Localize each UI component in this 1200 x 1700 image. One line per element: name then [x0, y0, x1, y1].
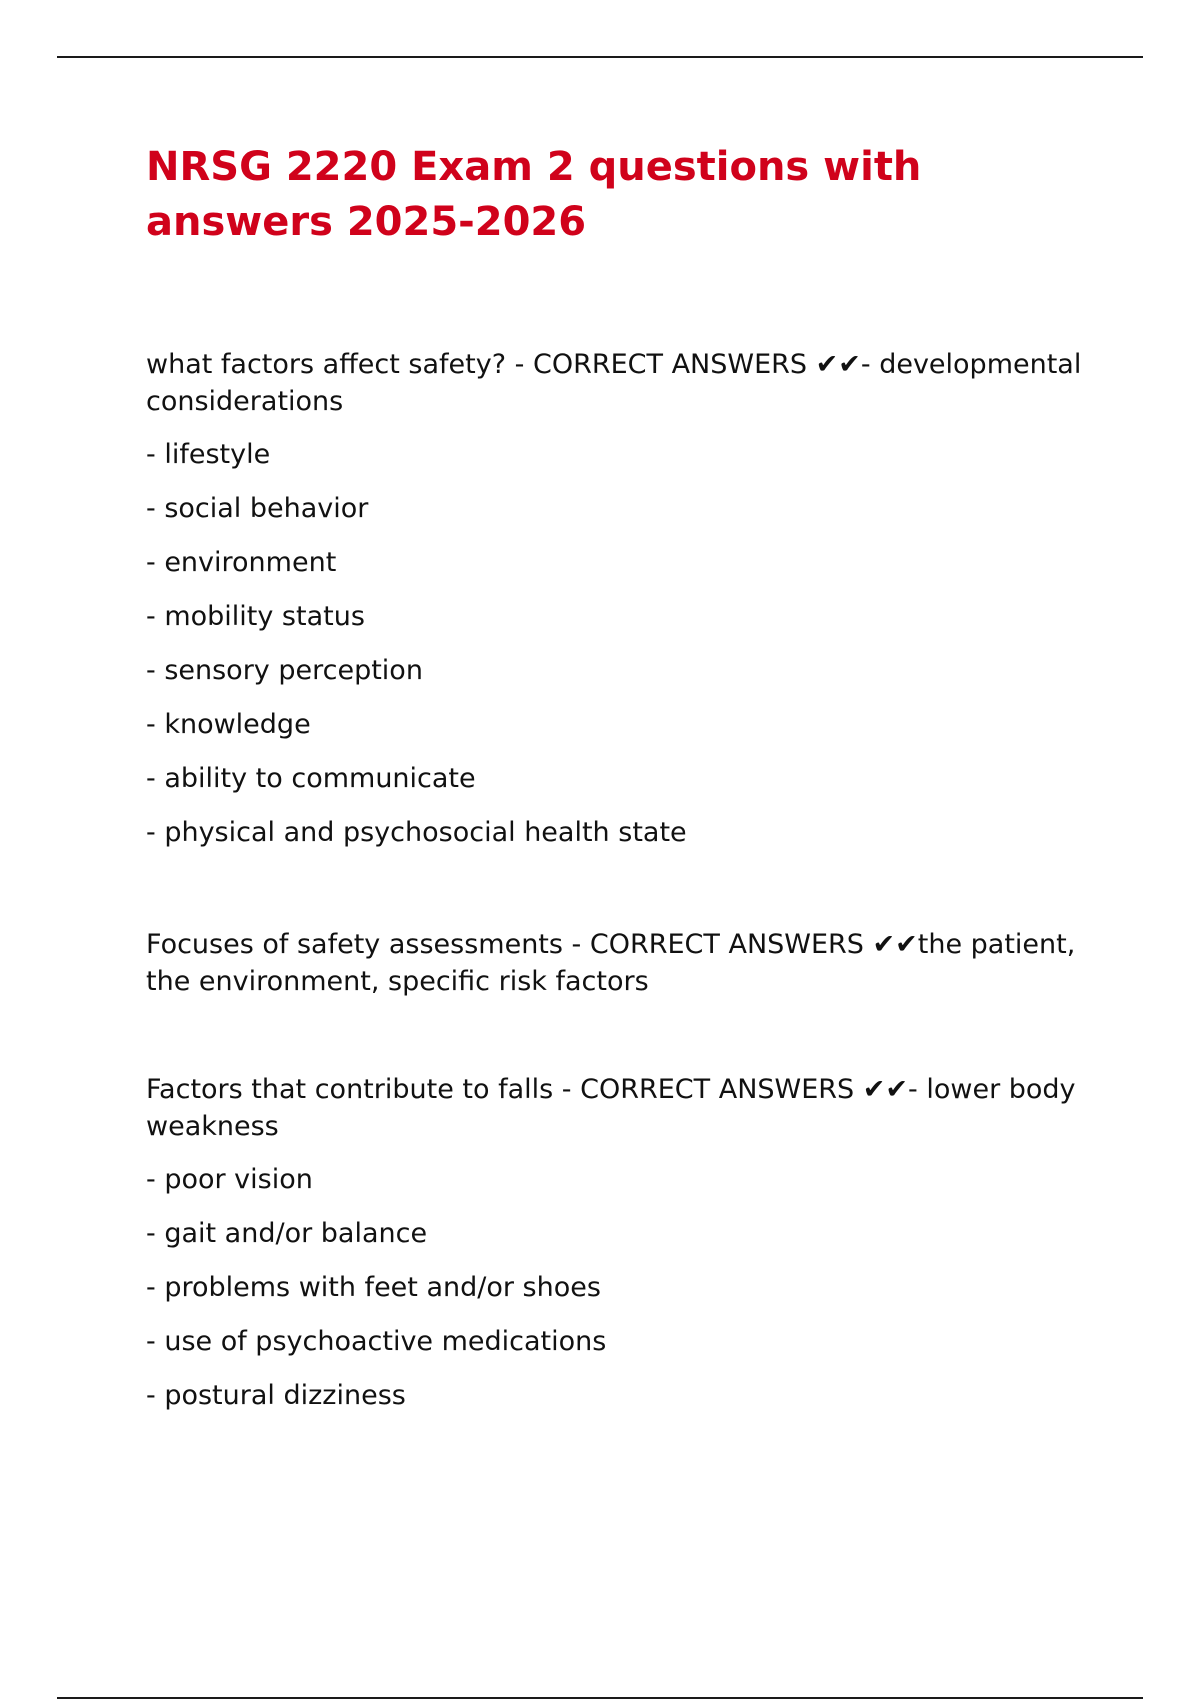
answer-item: - problems with feet and/or shoes [146, 1272, 601, 1303]
question-text: Factors that contribute to falls - CORRECT ANSWERS ✔✔- lower body weakness [146, 1074, 1076, 1142]
answer-item: - sensory perception [146, 655, 423, 686]
question-text: Focuses of safety assessments - CORRECT ANSWERS ✔✔the patient, the environment, specific risk factors [146, 929, 1076, 997]
qa-block [146, 346, 1086, 852]
answer-item: - postural dizziness [146, 1380, 406, 1411]
document-body [146, 140, 1086, 1415]
answer-item: - use of psychoactive medications [146, 1326, 607, 1357]
document-title: NRSG 2220 Exam 2 questions with answers 2025-2026 [146, 144, 922, 245]
answer-item: - lifestyle [146, 439, 271, 470]
answer-item: - environment [146, 547, 337, 578]
answer-item: - knowledge [146, 709, 311, 740]
answer-item: - social behavior [146, 493, 369, 524]
top-rule [57, 56, 1143, 58]
answer-item: - mobility status [146, 601, 365, 632]
bottom-rule [57, 1697, 1143, 1699]
answer-item: - ability to communicate [146, 763, 476, 794]
answer-item: - physical and psychosocial health state [146, 817, 687, 848]
qa-block [146, 926, 1086, 1000]
answer-item: - poor vision [146, 1164, 313, 1195]
answer-item: - gait and/or balance [146, 1218, 428, 1249]
qa-block [146, 1071, 1086, 1415]
question-text: what factors affect safety? - CORRECT ANSWERS ✔✔- developmental considerations [146, 349, 1082, 417]
